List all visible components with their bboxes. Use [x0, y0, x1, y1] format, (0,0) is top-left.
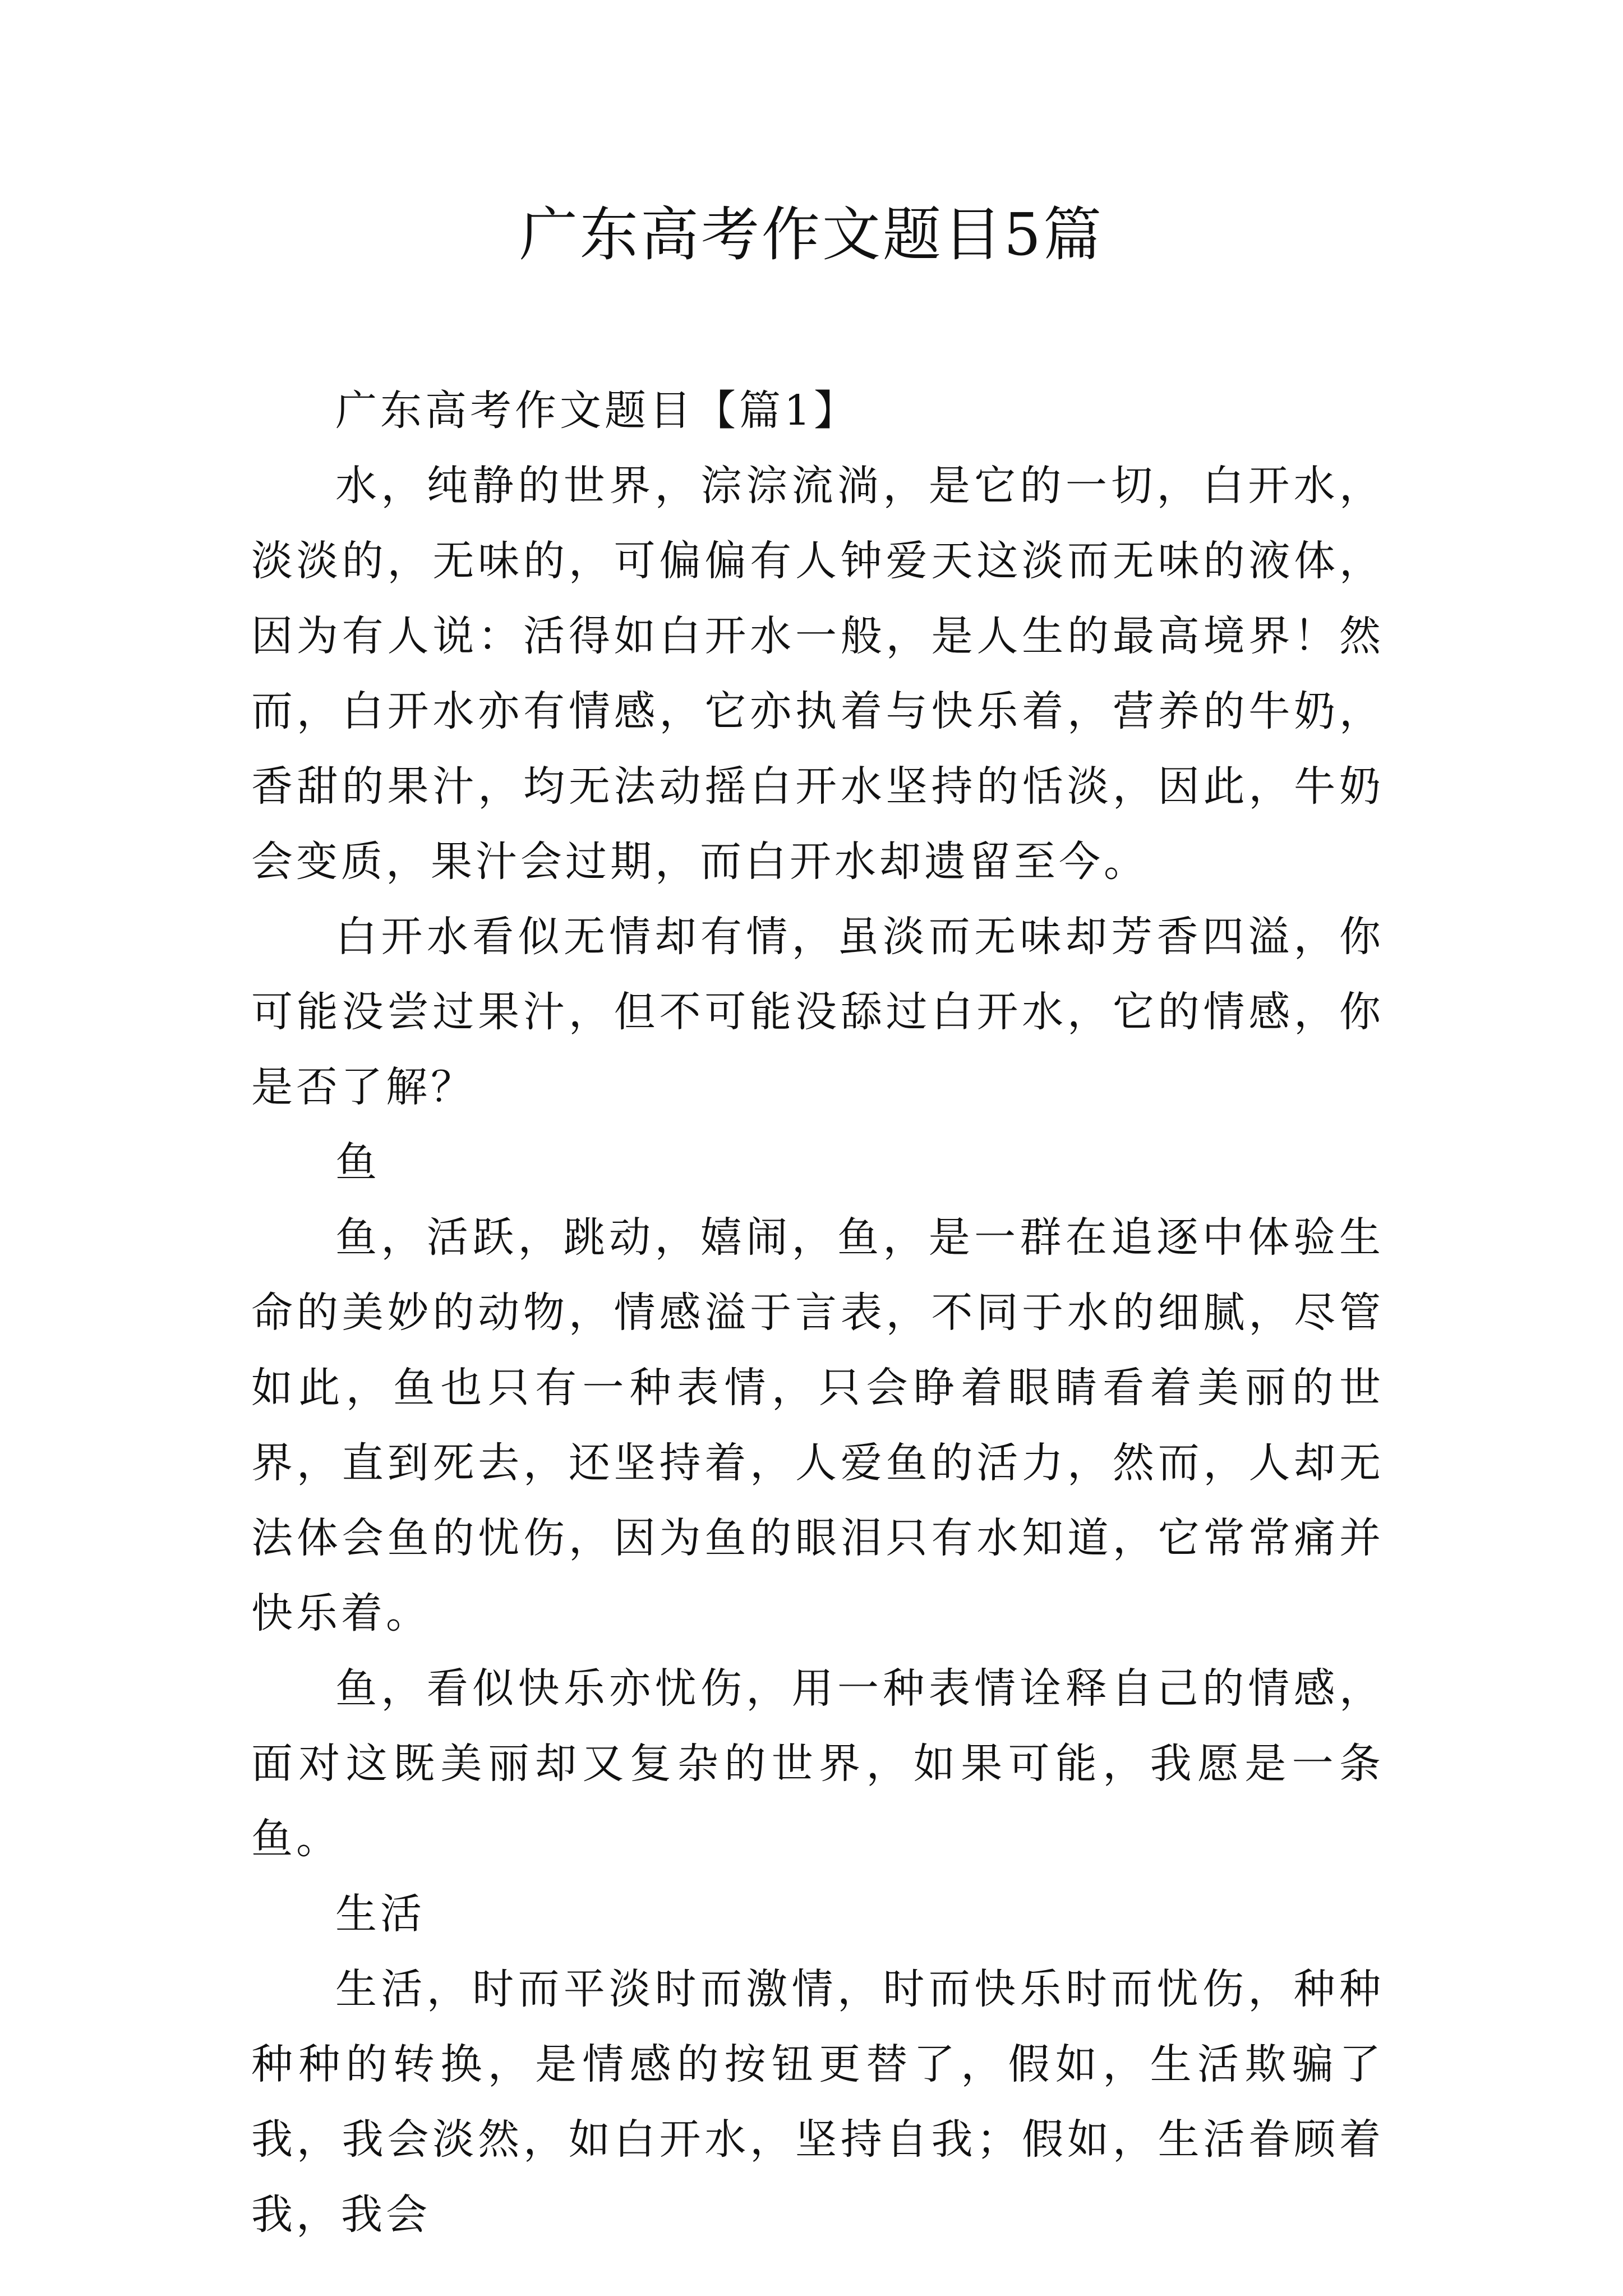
section-heading: 广东高考作文题目【篇1】: [335, 386, 859, 435]
paragraph-plain-water: 白开水看似无情却有情，虽淡而无味却芳香四溢，你可能没尝过果汁，但不可能没舔过白开水，它的情感，你是否了解？: [251, 913, 1384, 1111]
paragraph-life: 生活，时而平淡时而激情，时而快乐时而忧伤，种种种种的转换，是情感的按钮更替了，假如，生活欺骗了我，我会淡然，如白开水，坚持自我；假如，生活眷顾着我，我会: [251, 1965, 1384, 2239]
sub-heading-fish: 鱼: [335, 1138, 380, 1186]
sub-heading-life: 生活: [335, 1890, 425, 1938]
paragraph-fish: 鱼，活跃，跳动，嬉闹，鱼，是一群在追逐中体验生命的美妙的动物，情感溢于言表，不同于水的细腻，尽管如此，鱼也只有一种表情，只会睁着眼睛看着美丽的世界，直到死去，还坚持着，人爱鱼的活力，然而，人却无法体会鱼的忧伤，因为鱼的眼泪只有水知道，它常常痛并快乐着。: [251, 1213, 1384, 1637]
document-body: [251, 373, 1384, 2252]
document-title: 广东高考作文题目5篇: [519, 200, 1104, 269]
paragraph-fish-wish: 鱼，看似快乐亦忧伤，用一种表情诠释自己的情感，面对这既美丽却又复杂的世界，如果可能，我愿是一条鱼。: [251, 1664, 1384, 1863]
paragraph-water: 水，纯静的世界，淙淙流淌，是它的一切，白开水，淡淡的，无味的，可偏偏有人钟爱天这淡而无味的液体，因为有人说：活得如白开水一般，是人生的最高境界！然而，白开水亦有情感，它亦执着与快乐着，营养的牛奶，香甜的果汁，均无法动摇白开水坚持的恬淡，因此，牛奶会变质，果汁会过期，而白开水却遗留至今。: [251, 462, 1384, 886]
